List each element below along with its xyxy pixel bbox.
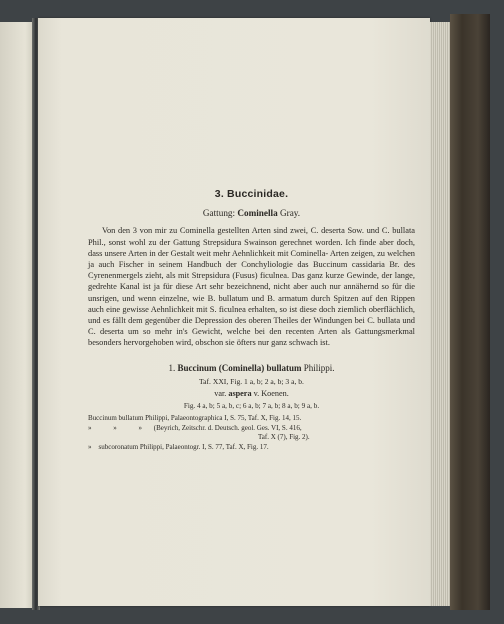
species-name: Buccinum (Cominella) bullatum [177,362,304,373]
figure-reference: Fig. 4 a, b; 5 a, b, c; 6 a, b; 7 a, b; 8 a, b; 9 a, b. [183,402,320,411]
variety-author: v. Koenen. [253,389,289,399]
species-number: 1. [168,362,178,373]
synonymy-line: » » » (Beyrich, Zeitschr. d. Deutsch. geol. Ges. VI, S. 416, [88,423,302,432]
paragraph-line: Gewinde, der lange, gedrehte Kanal ist ja für diese Art sehr [88,271,415,292]
synonymy-line: » subcoronatum Philippi, Palaeontogr. I, S. 77, Taf. X, Fig. 17. [88,442,269,451]
synonymy-line: Taf. X (7), Fig. 2). [258,433,310,442]
species-author: Philippi. [303,362,335,373]
paragraph-line: der Conchyliologie das Buccinum cassidaria Br. des Cyrenenmergels [88,260,415,281]
paragraph-line: gegenüber die Depression des oberen Theiles der Windungen bei [144,316,368,326]
family-heading: 3. Buccinidae. [214,188,289,200]
plate-reference: Taf. XXI, Fig. 1 a, b; 2 a, b; 3 a, b. [199,376,304,386]
paragraph-line: Strepsidura Swainson gerechnet worden. Ich finde aber doch, dass [88,237,415,258]
paragraph-line: und wenn einzelne, wie B. bullatum und B. armatum durch Spitzen [122,293,362,303]
genus-author: Gray. [280,208,301,219]
paragraph-line: zieht, als mit Strepsidura (Fusus) ficulnea. Das ganz kurze [145,271,347,281]
paragraph-line: unsere Arten in der Gestalt weit mehr Aehnlichkeit mit Cominella- [104,248,330,258]
genus-name: Cominella [237,208,280,219]
paragraph-line: C. bullata und C. deserta um so mehr in's Gewicht, welche bei [88,316,415,337]
left-page-edge [0,22,36,608]
paragraph-line: Arten zeigen, zu welchen ja auch Fischer in seinem Handbuch [88,248,415,270]
paragraph-line: C. deserta Sow. und C. bullata Phil., sonst wohl zu der Gattung [88,226,415,247]
paragraph-line: erhalten, so ist diese doch ziemlich oberflächlich, und es fällt dem [88,304,415,326]
paragraph-line: Von den 3 von mir zu Cominella gestellten Arten sind zwei, [102,226,311,236]
book-cover [450,14,490,610]
variety-prefix: var. [214,389,229,399]
paragraph-line: auf den Rippen auch eine gewisse Aehnlichkeit mit S. ficulnea [88,293,415,314]
synonymy-line: Buccinum bullatum Philippi, Palaeontographica I, S. 75, Taf. X, Fig. 14, 15. [88,414,302,423]
page-text [88,189,415,452]
variety-name: aspera [228,389,254,399]
page-edges [430,22,450,606]
paragraph-line: bezeichnend, nicht aber auch nur annähernd so für die unsrigen, [88,282,415,303]
ditto-marks: » » » [88,423,152,432]
paragraph-line: den recenten Arten als Gattungsmerkmal besonders hervorgehoben [88,327,415,348]
genus-prefix: Gattung: [202,208,238,219]
genus-heading [88,208,415,219]
species-heading [88,363,415,374]
variety-heading [88,388,415,399]
ditto-mark: » [88,442,92,451]
body-paragraph [88,225,415,348]
paragraph-line: wird, obschon sie öfters nur ganz schwach ist. [175,338,330,348]
synonymy-list [88,414,415,452]
